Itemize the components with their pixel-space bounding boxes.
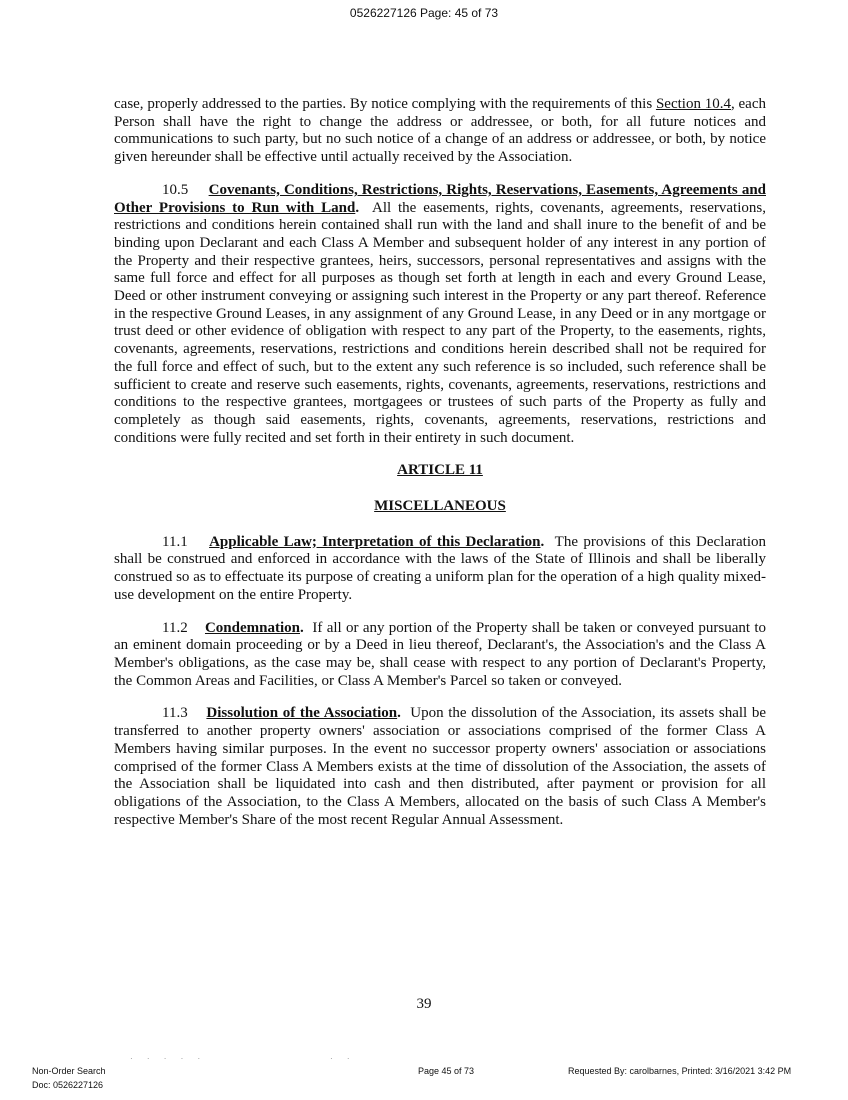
- continuation-text-1: case, properly addressed to the parties. By notice complying with the requirements of this: [114, 96, 656, 112]
- footer-page-indicator: Page 45 of 73: [418, 1066, 475, 1076]
- section-11-3-heading: Dissolution of the Association: [206, 705, 398, 722]
- section-11-2: 11.2 Condemnation. If all or any portion of the Property shall be taken or conveyed pursuant to an eminent domain proceeding or by a Deed in lieu thereof, Declarant's, the Association's and the Class A Member's obligations, as the case may be, shall cease with respect to any portion of Declarant's Property, the Common Areas and Facilities, or Class A Member's Parcel so taken or conveyed.: [114, 619, 767, 689]
- document-stamp-header: 0526227126 Page: 45 of 73: [349, 6, 499, 20]
- scan-artifact: · · · · ·: [130, 1054, 207, 1063]
- paragraph-continuation: [114, 96, 766, 167]
- section-10-5-number: 10.5: [162, 181, 189, 198]
- section-10-5-body: All the easements, rights, covenants, agreements, reservations, restrictions and conditions herein contained shall run with the land and shall inure to the benefit of and be binding upon Declarant and each Class A Member and subsequent holder of any interest in any portion of the Property and their respective grantees, heirs, successors, personal representatives and assigns with the same full force and effect for all purposes as though set forth at length in each and every Ground Lease, Deed or other instrument conveying or assigning such interest in the Property or any part thereof. Reference in the respective Ground Leases, in any assignment of any Ground Lease, in any Deed or in any mortgage or trust deed or other evidence of obligation with respect to any part of the Property, to the easements, rights, covenants, agreements, reservations, restrictions and conditions herein described shall not be required for the full force and effect of such, but to the extent any such reference is so included, such reference shall be sufficient to create and reserve such easements, rights, covenants, agreements, reservations, restrictions and conditions to the respective grantees, mortgagees or trustees of such parts of the Property as fully and completely as though said easements, rights, covenants, agreements, reservations, restrictions and conditions were fully recited and set forth in their entirety in such document.: [114, 199, 766, 446]
- section-11-2-body: If all or any portion of the Property shall be taken or conveyed pursuant to an eminent domain proceeding or by a Deed in lieu thereof, Declarant's, the Association's and the Class A Member's obligations, as the case may be, shall cease with respect to any portion of Declarant's Property, the Common Areas and Facilities, or Class A Member's Parcel so taken or conveyed.: [114, 619, 767, 689]
- page-number: 39: [416, 996, 432, 1012]
- section-11-3: 11.3 Dissolution of the Association. Upon the dissolution of the Association, its assets shall be transferred to another property owners' association or associations comprised of the former Class A Members having similar purposes. In the event no successor property owners' association or associations comprised of the former Class A Members exists at the time of dissolution of the Association, the assets of the Association shall be liquidated into cash and then distributed, after payment or provision for all obligations of the Association, to the Class A Members, allocated on the basis of such Class A Member's respective Member's Share of the most recent Regular Annual Assessment.: [114, 705, 767, 828]
- section-11-2-number: 11.2: [162, 619, 188, 636]
- article-title: ARTICLE 11: [397, 462, 483, 479]
- section-11-1-number: 11.1: [162, 533, 188, 550]
- section-11-2-heading: Condemnation: [204, 619, 300, 636]
- section-10-5-heading: Covenants, Conditions, Restrictions, Rights, Reservations, Easements, Agreements and Other Provisions to Run with Land: [114, 181, 766, 216]
- footer-doc-number: Doc: 0526227126: [32, 1080, 104, 1090]
- continuation-text-2: , each Person shall have the right to change the address or addressee, or both, for all future notices and communications to such party, but no such notice of a change of an address or addressee, or both, by notice given hereunder shall be effective until actually received by the Association.: [114, 96, 766, 166]
- footer-request-info: Requested By: carolbarnes, Printed: 3/16/2021 3:42 PM: [568, 1066, 792, 1076]
- footer-search-type: Non-Order Search: [32, 1066, 106, 1076]
- section-10-5: 10.5 Covenants, Conditions, Restrictions, Rights, Reservations, Easements, Agreements and Other Provisions to Run with Land. All the easements, rights, covenants, agreements, reservations, restrictions and conditions herein contained shall run with the land and shall inure to the benefit of and be binding upon Declarant and each Class A Member and subsequent holder of any interest in any portion of the Property and their respective grantees, heirs, successors, personal representatives and assigns with the same full force and effect for all purposes as though set forth at length in each and every Ground Lease, Deed or other instrument conveying or assigning such interest in the Property or any part thereof. Reference in the respective Ground Leases, in any assignment of any Ground Lease, in any Deed or in any mortgage or trust deed or other evidence of obligation with respect to any part of the Property, to the easements, rights, covenants, agreements, reservations, restrictions and conditions herein described shall not be required for the full force and effect of such, but to the extent any such reference is so included, such reference shall be sufficient to create and reserve such easements, rights, covenants, agreements, reservations, restrictions and conditions to the respective grantees, mortgagees or trustees of such parts of the Property as fully and completely as though said easements, rights, covenants, agreements, reservations, restrictions and conditions were fully recited and set forth in their entirety in such document.: [114, 181, 766, 446]
- document-body: [114, 96, 766, 844]
- section-11-1: 11.1 Applicable Law; Interpretation of this Declaration. The provisions of this Declaration shall be construed and enforced in accordance with the laws of the State of Illinois and shall be liberally construed so as to effectuate its purpose of creating a uniform plan for the operation of a high quality mixed-use development on the entire Property.: [114, 533, 766, 603]
- section-11-3-number: 11.3: [162, 705, 188, 722]
- section-reference-link: Section 10.4: [655, 96, 731, 112]
- section-11-3-body: Upon the dissolution of the Association, its assets shall be transferred to another property owners' association or associations comprised of the former Class A Members having similar purposes. In the event no successor property owners' association or associations comprised of the former Class A Members exists at the time of dissolution of the Association, the assets of the Association shall be liquidated into cash and then distributed, after payment or provision for all obligations of the Association, to the Class A Members, allocated on the basis of such Class A Member's respective Member's Share of the most recent Regular Annual Assessment.: [114, 705, 767, 828]
- section-11-1-heading: Applicable Law; Interpretation of this Declaration: [209, 533, 541, 550]
- section-11-1-body: The provisions of this Declaration shall be construed and enforced in accordance with the laws of the State of Illinois and shall be liberally construed so as to effectuate its purpose of creating a uniform plan for the operation of a high quality mixed-use development on the entire Property.: [114, 533, 766, 603]
- scan-artifact: · ·: [330, 1054, 356, 1063]
- article-subtitle: MISCELLANEOUS: [374, 498, 506, 515]
